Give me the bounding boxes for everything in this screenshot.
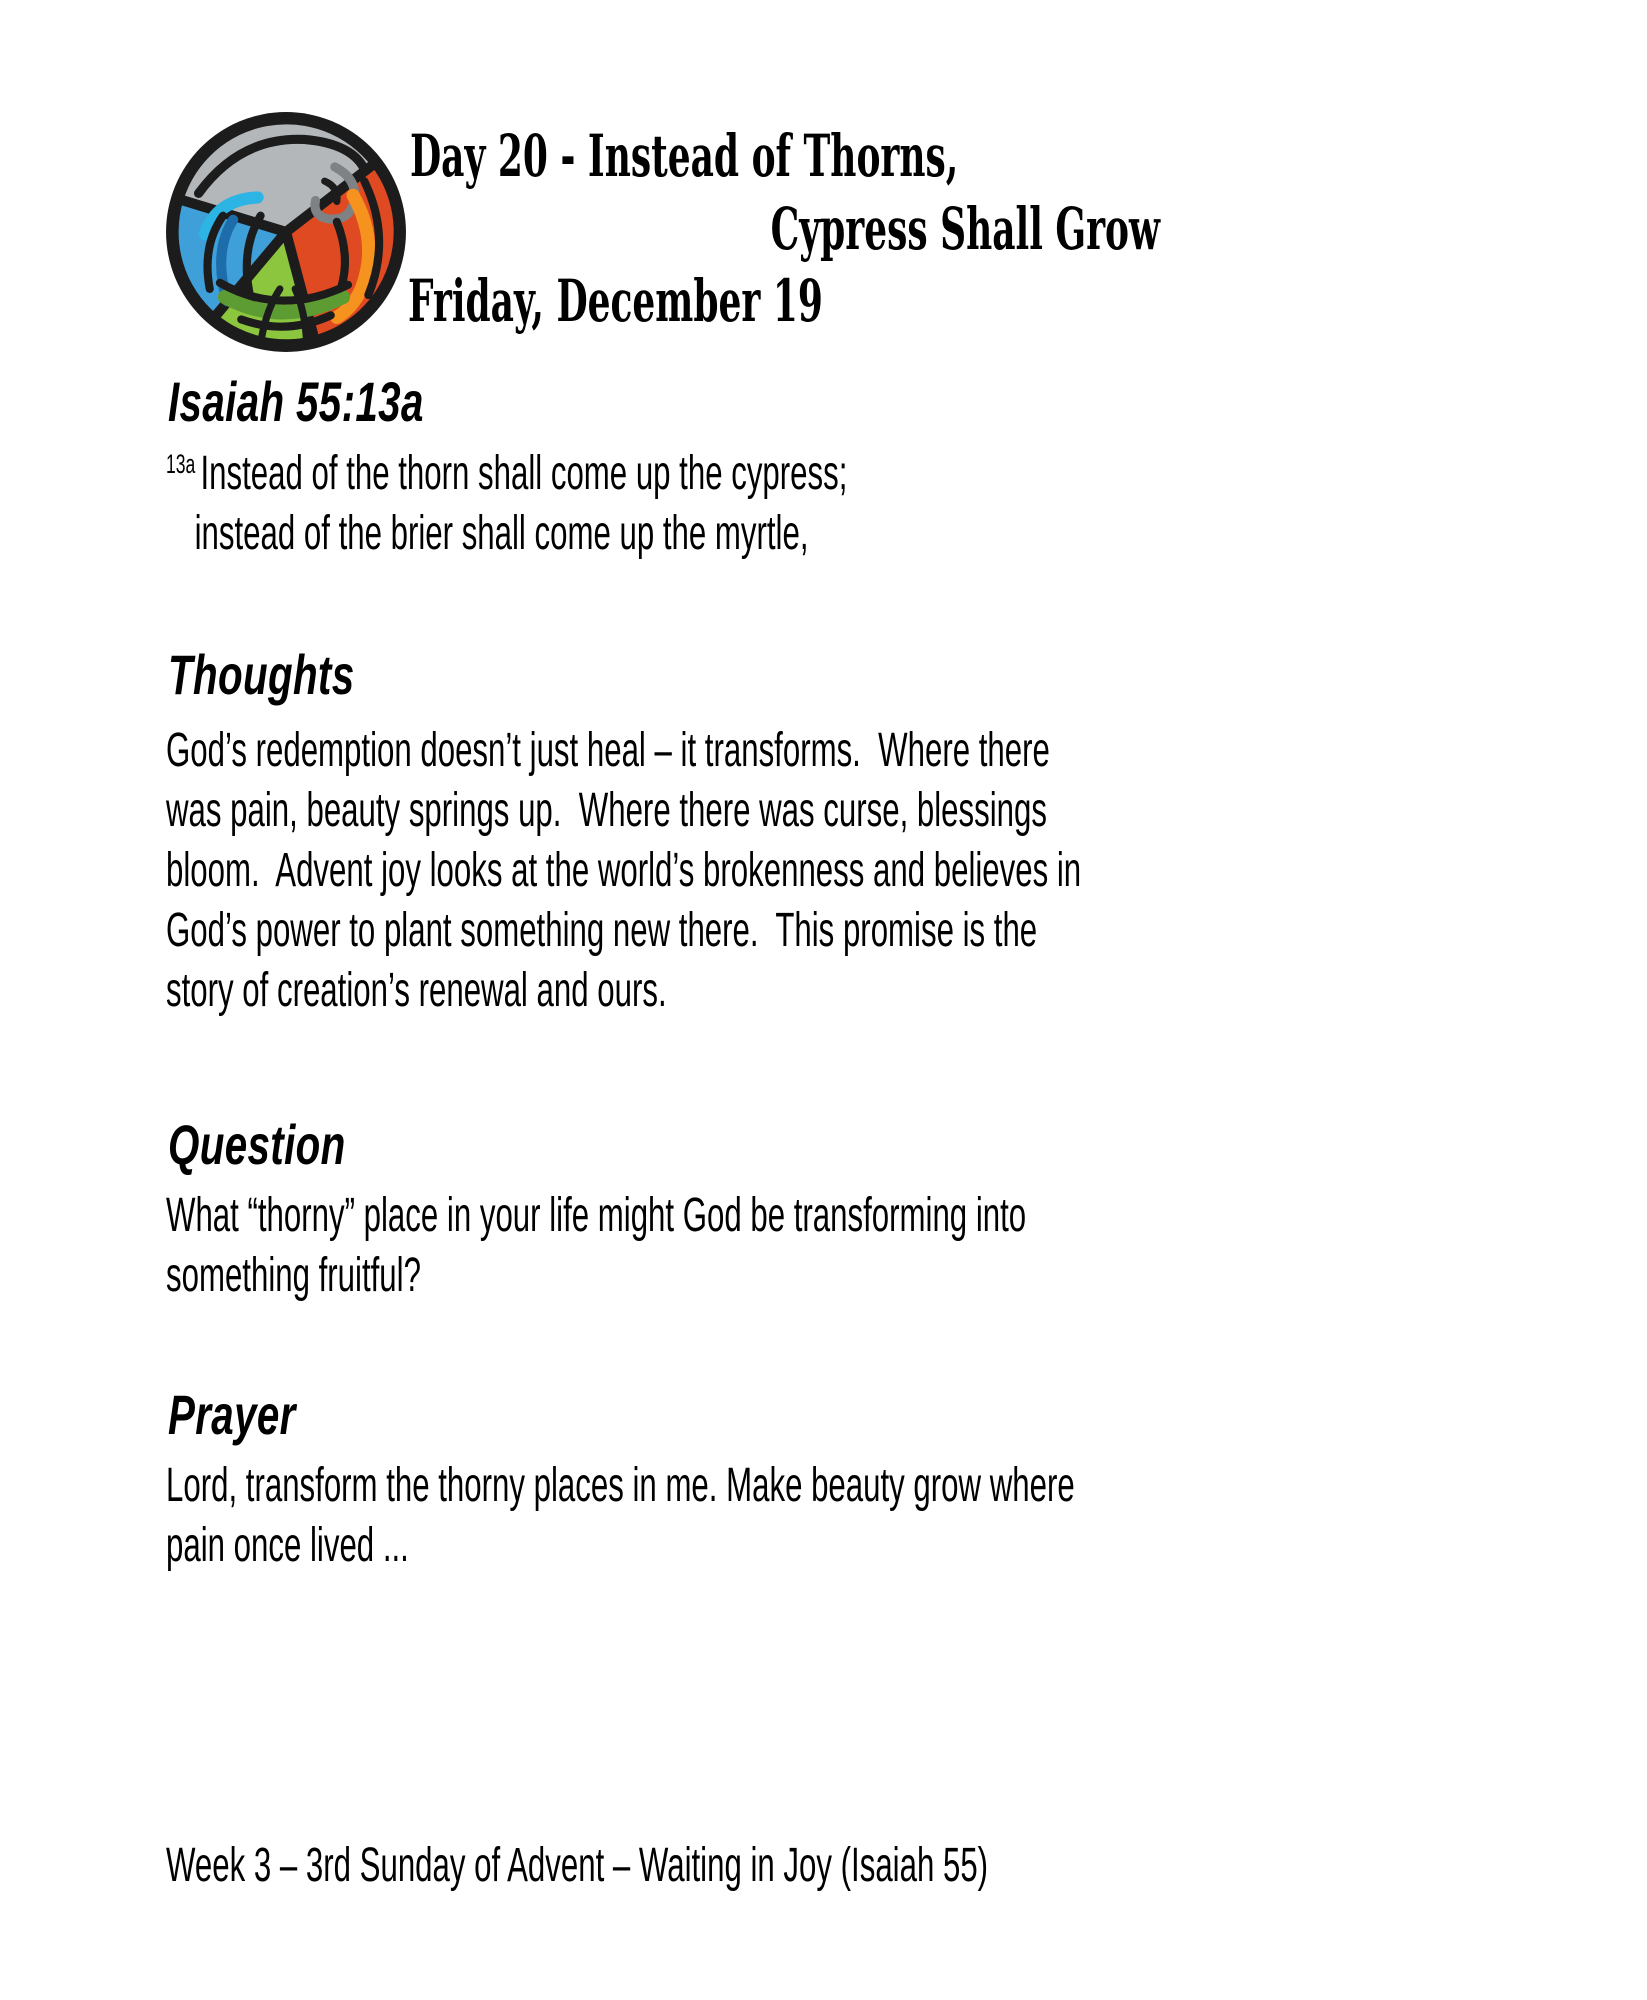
thoughts-line: was pain, beauty springs up. Where there was curse, blessings xyxy=(166,784,1047,837)
verse-line-1 xyxy=(166,444,847,504)
page-date: Friday, December 19 xyxy=(408,267,823,335)
page-title-line2: Cypress Shall Grow xyxy=(770,195,1160,263)
prayer-line: pain once lived ... xyxy=(166,1519,409,1572)
verse-number-superscript: 13a xyxy=(166,449,196,479)
verse-line-2: instead of the brier shall come up the myrtle, xyxy=(194,507,809,560)
scripture-verse xyxy=(166,444,847,564)
page-footer xyxy=(166,1836,988,1896)
prayer-paragraph xyxy=(166,1456,1075,1576)
prayer-heading: Prayer xyxy=(168,1383,296,1446)
prayer-line: Lord, transform the thorny places in me. Make beauty grow where xyxy=(166,1459,1075,1512)
scripture-heading: Isaiah 55:13a xyxy=(168,370,424,433)
page-title-line1: Day 20 - Instead of Thorns, xyxy=(410,122,959,190)
thoughts-paragraph xyxy=(166,721,1081,1021)
thoughts-line: bloom. Advent joy looks at the world’s brokenness and believes in xyxy=(166,844,1082,897)
thoughts-line: story of creation’s renewal and ours. xyxy=(166,964,667,1017)
four-elements-logo-graphic xyxy=(164,110,408,354)
four-elements-logo xyxy=(164,110,408,354)
question-line: something fruitful? xyxy=(166,1249,421,1302)
thoughts-line: God’s power to plant something new there. This promise is the xyxy=(166,904,1038,957)
verse-line-1-text: Instead of the thorn shall come up the cypress; xyxy=(200,447,848,500)
question-paragraph xyxy=(166,1186,1026,1306)
question-line: What “thorny” place in your life might God be transforming into xyxy=(166,1189,1027,1242)
footer-text: Week 3 – 3rd Sunday of Advent – Waiting in Joy (Isaiah 55) xyxy=(166,1839,989,1892)
thoughts-heading: Thoughts xyxy=(168,643,355,706)
question-heading: Question xyxy=(168,1113,346,1176)
thoughts-line: God’s redemption doesn’t just heal – it transforms. Where there xyxy=(166,724,1050,777)
